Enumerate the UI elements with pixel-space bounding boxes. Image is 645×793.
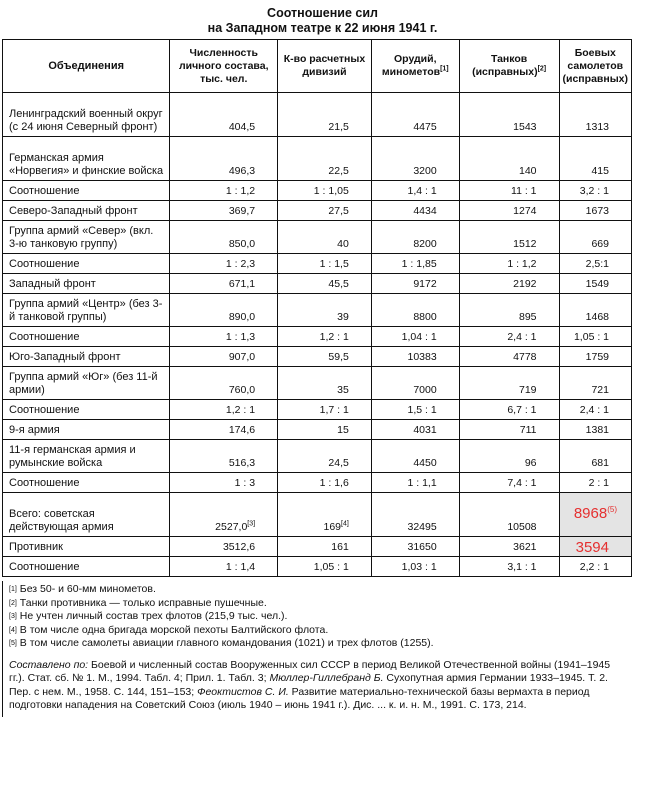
cell-planes: 2,4 : 1 <box>559 400 631 420</box>
cell-divisions: 161 <box>278 537 372 557</box>
footnote-text: В том числе самолеты авиации главного командования (1021) и трех флотов (1255). <box>19 637 434 649</box>
source-author: Феоктистов С. И. <box>197 685 289 698</box>
cell-tanks: 140 <box>459 137 559 181</box>
cell-divisions: 22,5 <box>278 137 372 181</box>
cell-name: 9-я армия <box>3 420 170 440</box>
cell-divisions: 1 : 1,05 <box>278 181 372 201</box>
cell-divisions: 27,5 <box>278 201 372 221</box>
value: 169 <box>323 521 342 533</box>
cell-tanks: 3621 <box>459 537 559 557</box>
total-row <box>3 493 632 537</box>
cell-planes-handwritten <box>559 493 631 537</box>
cell-name: Соотношение <box>3 400 170 420</box>
footnote-text: В том числе одна бригада морской пехоты Балтийского флота. <box>19 623 329 636</box>
cell-guns: 9172 <box>371 274 459 294</box>
header-guns <box>371 40 459 93</box>
cell-planes: 2,5:1 <box>559 254 631 274</box>
table-row <box>3 254 632 274</box>
cell-name: Юго-Западный фронт <box>3 347 170 367</box>
cell-divisions: 35 <box>278 367 372 400</box>
cell-name: Германская армия «Норвегия» и финские войска <box>3 137 170 181</box>
cell-planes: 721 <box>559 367 631 400</box>
cell-guns: 1,04 : 1 <box>371 327 459 347</box>
cell-tanks: 2192 <box>459 274 559 294</box>
cell-planes: 669 <box>559 221 631 254</box>
cell-personnel: 760,0 <box>170 367 278 400</box>
header-divisions: К-во расчетных дивизий <box>278 40 372 93</box>
cell-tanks: 3,1 : 1 <box>459 557 559 577</box>
cell-name: Соотношение <box>3 557 170 577</box>
cell-name: Западный фронт <box>3 274 170 294</box>
table-row <box>3 274 632 294</box>
cell-personnel: 890,0 <box>170 294 278 327</box>
footnote <box>9 610 625 624</box>
table-row <box>3 93 632 137</box>
table-row <box>3 347 632 367</box>
cell-guns: 8800 <box>371 294 459 327</box>
source-note <box>9 659 625 713</box>
cell-planes: 415 <box>559 137 631 181</box>
value: 8968 <box>573 505 608 522</box>
cell-name: Соотношение <box>3 181 170 201</box>
cell-personnel: 907,0 <box>170 347 278 367</box>
cell-tanks: 11 : 1 <box>459 181 559 201</box>
cell-planes: 2,2 : 1 <box>559 557 631 577</box>
cell-personnel: 1 : 1,2 <box>170 181 278 201</box>
cell-tanks: 1512 <box>459 221 559 254</box>
source-text: Сухопутная армия Германии 1933–1945. Т. 2. Пер. с нем. М., 1958. С. 144, 151–153; <box>9 672 608 698</box>
cell-personnel: 671,1 <box>170 274 278 294</box>
cell-personnel: 1 : 2,3 <box>170 254 278 274</box>
cell-planes: 1381 <box>559 420 631 440</box>
cell-guns: 8200 <box>371 221 459 254</box>
header-row <box>3 40 632 93</box>
cell-tanks: 4778 <box>459 347 559 367</box>
table-row <box>3 201 632 221</box>
cell-divisions: 1,05 : 1 <box>278 557 372 577</box>
header-guns-label: Орудий, минометов <box>381 53 441 78</box>
source-text: Боевой и численный состав Вооруженных сил СССР в период Великой Отечественной войны (1941–1945 гг.). Стат. сб. № 1. М., 1994. Табл. 4; Прил. 1. Табл. 3; <box>9 658 611 684</box>
cell-planes: 1759 <box>559 347 631 367</box>
cell-planes: 2 : 1 <box>559 473 631 493</box>
cell-divisions: 21,5 <box>278 93 372 137</box>
cell-planes: 1673 <box>559 201 631 221</box>
header-tanks-label: Танков (исправных) <box>472 53 538 78</box>
cell-tanks: 7,4 : 1 <box>459 473 559 493</box>
cell-name: Соотношение <box>3 254 170 274</box>
cell-personnel: 1 : 1,3 <box>170 327 278 347</box>
table-row <box>3 440 632 473</box>
cell-tanks: 1 : 1,2 <box>459 254 559 274</box>
cell-name: Всего: советская действующая армия <box>3 493 170 537</box>
table-row <box>3 367 632 400</box>
cell-planes: 1468 <box>559 294 631 327</box>
cell-name: Соотношение <box>3 473 170 493</box>
table-row <box>3 137 632 181</box>
cell-tanks: 1274 <box>459 201 559 221</box>
cell-personnel: 404,5 <box>170 93 278 137</box>
footnote <box>9 583 625 597</box>
cell-tanks: 6,7 : 1 <box>459 400 559 420</box>
header-units: Объединения <box>3 40 170 93</box>
cell-divisions: 40 <box>278 221 372 254</box>
source-label: Составлено по: <box>9 658 89 671</box>
cell-guns: 10383 <box>371 347 459 367</box>
footnote-ref: [2] <box>537 65 547 73</box>
cell-name: Группа армий «Центр» (без 3-й танковой группы) <box>3 294 170 327</box>
forces-ratio-table <box>2 39 632 577</box>
footnote-mark: [1] <box>9 586 17 593</box>
cell-guns: 4434 <box>371 201 459 221</box>
cell-personnel: 516,3 <box>170 440 278 473</box>
footnote-text: Танки противника — только исправные пушечные. <box>19 596 267 609</box>
cell-divisions: 1 : 1,5 <box>278 254 372 274</box>
table-row <box>3 294 632 327</box>
cell-tanks: 1543 <box>459 93 559 137</box>
cell-personnel: 1,2 : 1 <box>170 400 278 420</box>
cell-guns: 4475 <box>371 93 459 137</box>
cell-guns: 1,5 : 1 <box>371 400 459 420</box>
cell-guns: 32495 <box>371 493 459 537</box>
value: 2527,0 <box>215 521 248 533</box>
table-row <box>3 473 632 493</box>
header-tanks <box>459 40 559 93</box>
footnote-ref: [1] <box>440 65 449 73</box>
cell-name: Группа армий «Север» (вкл. 3-ю танковую группу) <box>3 221 170 254</box>
cell-tanks: 2,4 : 1 <box>459 327 559 347</box>
footnote-mark: [5] <box>9 640 17 647</box>
footnote-mark: [3] <box>9 613 17 620</box>
cell-tanks: 10508 <box>459 493 559 537</box>
footnote-ref: [3] <box>247 520 256 528</box>
cell-name: Группа армий «Юг» (без 11-й армии) <box>3 367 170 400</box>
enemy-row <box>3 537 632 557</box>
cell-personnel: 3512,6 <box>170 537 278 557</box>
cell-divisions: 45,5 <box>278 274 372 294</box>
cell-guns: 1,4 : 1 <box>371 181 459 201</box>
cell-guns: 31650 <box>371 537 459 557</box>
cell-name: Противник <box>3 537 170 557</box>
cell-divisions: 1 : 1,6 <box>278 473 372 493</box>
footnote-text: Без 50- и 60-мм минометов. <box>19 583 156 595</box>
cell-guns: 4031 <box>371 420 459 440</box>
total-ratio-row <box>3 557 632 577</box>
cell-tanks: 895 <box>459 294 559 327</box>
cell-name: Северо-Западный фронт <box>3 201 170 221</box>
cell-divisions: 24,5 <box>278 440 372 473</box>
source-text: Развитие материально-технической базы вермахта в период подготовки нападения на Советский Союз (июль 1940 – июнь 1941 г.). Дис. ... к. и. н. М., 1991. С. 173, 214. <box>9 685 590 711</box>
cell-personnel: 1 : 1,4 <box>170 557 278 577</box>
cell-personnel: 496,3 <box>170 137 278 181</box>
source-author: Мюллер-Гиллебранд Б. <box>269 672 384 684</box>
cell-divisions: 1,7 : 1 <box>278 400 372 420</box>
cell-guns: 3200 <box>371 137 459 181</box>
cell-personnel: 1 : 3 <box>170 473 278 493</box>
title-line-2: на Западном театре к 22 июня 1941 г. <box>207 21 438 35</box>
table-row <box>3 420 632 440</box>
cell-planes: 1313 <box>559 93 631 137</box>
footnote <box>9 624 625 638</box>
cell-planes: 3,2 : 1 <box>559 181 631 201</box>
cell-divisions: 59,5 <box>278 347 372 367</box>
cell-name: Ленинградский военный округ (с 24 июня Северный фронт) <box>3 93 170 137</box>
cell-personnel: 369,7 <box>170 201 278 221</box>
cell-divisions: 39 <box>278 294 372 327</box>
cell-personnel <box>170 493 278 537</box>
table-row <box>3 327 632 347</box>
cell-personnel: 174,6 <box>170 420 278 440</box>
footnote <box>9 597 625 611</box>
cell-planes-handwritten: 3594 <box>559 537 631 557</box>
cell-guns: 4450 <box>371 440 459 473</box>
cell-planes: 681 <box>559 440 631 473</box>
footnote-ref: (5) <box>607 505 617 514</box>
footnotes <box>2 581 633 717</box>
table-row <box>3 221 632 254</box>
cell-tanks: 719 <box>459 367 559 400</box>
title-line-1: Соотношение сил <box>267 6 378 20</box>
cell-tanks: 96 <box>459 440 559 473</box>
cell-guns: 1,03 : 1 <box>371 557 459 577</box>
page-edge-shadow <box>635 0 645 793</box>
header-planes: Боевых самолетов (исправных) <box>559 40 631 93</box>
footnote-text: Не учтен личный состав трех флотов (215,9 тыс. чел.). <box>19 610 288 622</box>
footnote <box>9 637 625 651</box>
cell-name: 11-я германская армия и румынские войска <box>3 440 170 473</box>
cell-guns: 7000 <box>371 367 459 400</box>
cell-divisions <box>278 493 372 537</box>
footnote-mark: [4] <box>9 626 17 634</box>
cell-name: Соотношение <box>3 327 170 347</box>
footnote-list <box>9 583 625 651</box>
cell-guns: 1 : 1,85 <box>371 254 459 274</box>
cell-planes: 1549 <box>559 274 631 294</box>
header-personnel: Численность личного состава, тыс. чел. <box>170 40 278 93</box>
cell-planes: 1,05 : 1 <box>559 327 631 347</box>
table-title <box>0 0 645 39</box>
cell-tanks: 711 <box>459 420 559 440</box>
table-row <box>3 181 632 201</box>
footnote-mark: [2] <box>9 599 17 607</box>
table-row <box>3 400 632 420</box>
cell-divisions: 1,2 : 1 <box>278 327 372 347</box>
cell-divisions: 15 <box>278 420 372 440</box>
footnote-ref: [4] <box>341 520 349 528</box>
cell-guns: 1 : 1,1 <box>371 473 459 493</box>
cell-personnel: 850,0 <box>170 221 278 254</box>
